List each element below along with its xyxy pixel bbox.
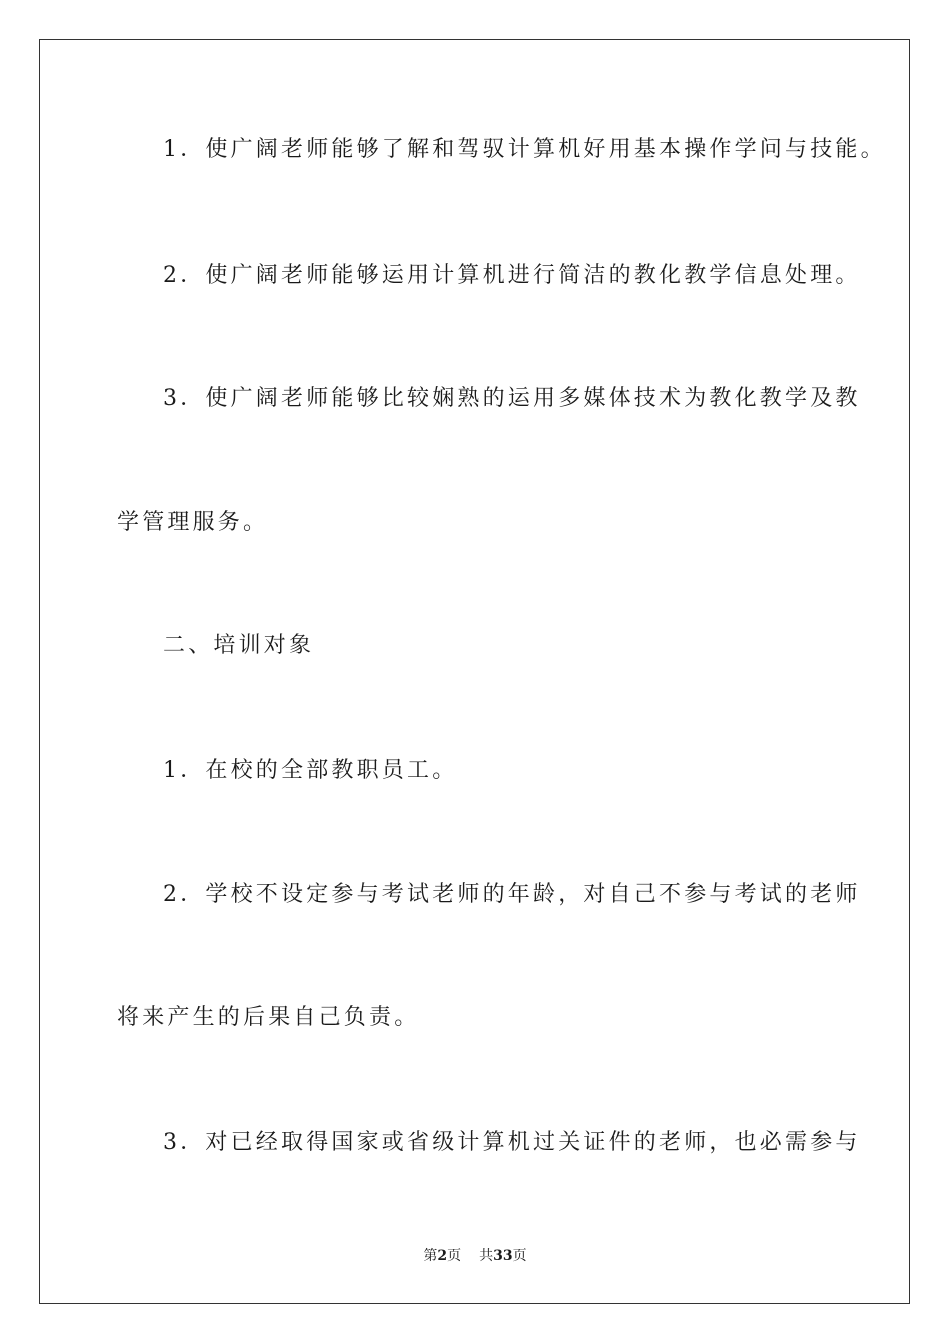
paragraph-goal-2: 2．使广阔老师能够运用计算机进行简洁的教化教学信息处理。 bbox=[163, 263, 861, 288]
footer-page-suffix: 页 bbox=[447, 1248, 462, 1264]
paragraph-target-1: 1．在校的全部教职员工。 bbox=[163, 758, 458, 783]
footer-total-suffix: 页 bbox=[512, 1248, 527, 1264]
paragraph-goal-1: 1．使广阔老师能够了解和驾驭计算机好用基本操作学问与技能。 bbox=[163, 137, 886, 162]
paragraph-goal-3-continued: 学管理服务。 bbox=[117, 510, 269, 535]
page-border bbox=[39, 39, 910, 1304]
footer-page-prefix: 第 bbox=[423, 1248, 438, 1264]
footer-total-pages: 33 bbox=[493, 1248, 513, 1264]
paragraph-target-2-continued: 将来产生的后果自己负责。 bbox=[117, 1005, 420, 1030]
page-footer bbox=[0, 1246, 950, 1266]
section-heading-training-target: 二、培训对象 bbox=[163, 633, 315, 658]
paragraph-goal-3: 3．使广阔老师能够比较娴熟的运用多媒体技术为教化教学及教 bbox=[163, 386, 861, 411]
footer-current-page: 2 bbox=[437, 1248, 448, 1264]
footer-total-prefix: 共 bbox=[479, 1248, 494, 1264]
paragraph-target-2: 2．学校不设定参与考试老师的年龄，对自己不参与考试的老师 bbox=[163, 882, 861, 907]
paragraph-target-3: 3．对已经取得国家或省级计算机过关证件的老师，也必需参与 bbox=[163, 1130, 861, 1155]
